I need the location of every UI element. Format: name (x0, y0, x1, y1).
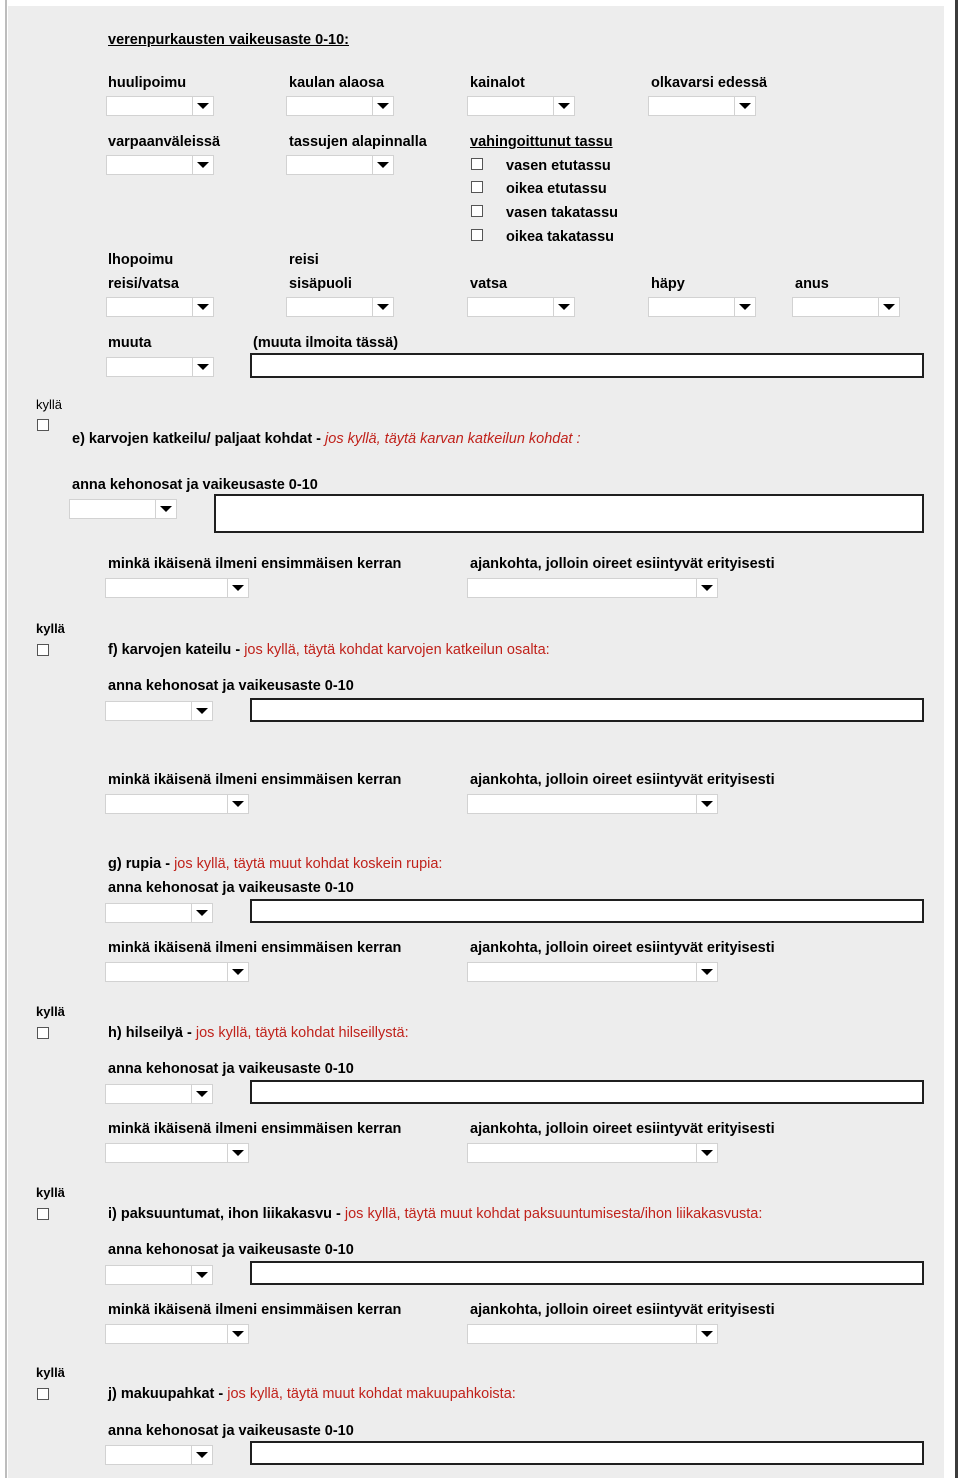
select-vatsa[interactable] (467, 297, 575, 317)
chevron-down-icon (696, 579, 717, 597)
question-i-note: jos kyllä, täytä muut kohdat paksuuntumisesta/ihon liikakasvusta: (344, 1206, 763, 1222)
chevron-down-icon (372, 156, 393, 174)
select-vaikeusaste-f[interactable] (105, 701, 213, 721)
question-h-note: jos kyllä, täytä kohdat hilseillystä: (195, 1025, 409, 1041)
kylla-label-f: kyllä (36, 621, 65, 636)
select-vaikeusaste-i[interactable] (105, 1265, 213, 1285)
muuta-text-input[interactable] (250, 353, 924, 378)
label-ika-f: minkä ikäisenä ilmeni ensimmäisen kerran (108, 772, 402, 788)
checkbox-kylla-j[interactable] (37, 1388, 49, 1400)
chevron-down-icon (227, 1325, 248, 1343)
kylla-label-e: kyllä (36, 397, 63, 412)
question-i (108, 1206, 762, 1223)
label-vasen-takatassu: vasen takatassu (506, 205, 619, 221)
label-kehonosat-g: anna kehonosat ja vaikeusaste 0-10 (108, 880, 354, 896)
chevron-down-icon (227, 1144, 248, 1162)
question-i-label: i) paksuuntumat, ihon liikakasvu - (108, 1206, 341, 1222)
chevron-down-icon (192, 156, 213, 174)
chevron-down-icon (192, 298, 213, 316)
label-vasen-etutassu: vasen etutassu (506, 158, 611, 174)
label-oikea-etutassu: oikea etutassu (506, 181, 607, 197)
select-sisapuoli[interactable] (286, 297, 394, 317)
chevron-down-icon (191, 1266, 212, 1284)
section-title: verenpurkausten vaikeusaste 0-10: (108, 32, 349, 48)
label-ika-g: minkä ikäisenä ilmeni ensimmäisen kerran (108, 940, 402, 956)
chevron-down-icon (191, 702, 212, 720)
select-ika-i[interactable] (105, 1324, 249, 1344)
select-reisi-vatsa[interactable] (106, 297, 214, 317)
label-ika-i: minkä ikäisenä ilmeni ensimmäisen kerran (108, 1302, 402, 1318)
select-ajankohta-i[interactable] (467, 1324, 718, 1344)
question-e (72, 431, 581, 448)
chevron-down-icon (227, 579, 248, 597)
question-j (108, 1386, 516, 1403)
select-anus[interactable] (792, 297, 900, 317)
question-f (108, 642, 550, 659)
label-reisi: reisi (289, 252, 319, 268)
chevron-down-icon (696, 1144, 717, 1162)
question-f-note: jos kyllä, täytä kohdat karvojen katkeilun osalta: (244, 642, 550, 658)
select-tassujen[interactable] (286, 155, 394, 175)
label-ajankohta-e: ajankohta, jolloin oireet esiintyvät erityisesti (470, 556, 775, 572)
chevron-down-icon (192, 358, 213, 376)
label-olkavarsi: olkavarsi edessä (651, 75, 768, 91)
label-tassujen: tassujen alapinnalla (289, 134, 427, 150)
select-olkavarsi[interactable] (648, 96, 756, 116)
question-e-label: e) karvojen katkeilu/ paljaat kohdat - (72, 431, 321, 447)
chevron-down-icon (191, 1085, 212, 1103)
chevron-down-icon (878, 298, 899, 316)
kehonosat-text-input-f[interactable] (250, 698, 924, 722)
label-reisi-vatsa: reisi/vatsa (108, 276, 179, 292)
chevron-down-icon (227, 963, 248, 981)
chevron-down-icon (734, 97, 755, 115)
question-g-note: jos kyllä, täytä muut kohdat koskein rupia: (174, 856, 443, 872)
select-vaikeusaste-g[interactable] (105, 903, 213, 923)
kehonosat-text-input-h[interactable] (250, 1080, 924, 1104)
select-hapy[interactable] (648, 297, 756, 317)
label-oikea-takatassu: oikea takatassu (506, 229, 615, 245)
question-j-note: jos kyllä, täytä muut kohdat makuupahkoista: (227, 1386, 516, 1402)
label-huulipoimu: huulipoimu (108, 75, 187, 91)
checkbox-kylla-f[interactable] (37, 644, 49, 656)
select-vaikeusaste-j[interactable] (105, 1445, 213, 1465)
question-h (108, 1025, 409, 1042)
label-sisapuoli: sisäpuoli (289, 276, 352, 292)
label-kehonosat-f: anna kehonosat ja vaikeusaste 0-10 (108, 678, 354, 694)
label-kehonosat-h: anna kehonosat ja vaikeusaste 0-10 (108, 1061, 354, 1077)
label-ajankohta-i: ajankohta, jolloin oireet esiintyvät erityisesti (470, 1302, 775, 1318)
checkbox-oikea-takatassu[interactable] (471, 229, 483, 241)
label-vahingoittunut-tassu: vahingoittunut tassu (470, 134, 613, 150)
kehonosat-text-input-j[interactable] (250, 1441, 924, 1465)
chevron-down-icon (191, 904, 212, 922)
label-anus: anus (795, 276, 829, 292)
kylla-label-j: kyllä (36, 1365, 65, 1380)
chevron-down-icon (696, 963, 717, 981)
checkbox-vasen-etutassu[interactable] (471, 158, 483, 170)
select-vaikeusaste-h[interactable] (105, 1084, 213, 1104)
left-border (5, 0, 7, 1478)
label-kaulan: kaulan alaosa (289, 75, 385, 91)
label-muuta: muuta (108, 335, 152, 351)
label-varpaan: varpaanväleissä (108, 134, 221, 150)
label-muuta-ilmoita: (muuta ilmoita tässä) (253, 335, 399, 351)
label-hapy: häpy (651, 276, 685, 292)
select-ika-h[interactable] (105, 1143, 249, 1163)
select-ajankohta-e[interactable] (467, 578, 718, 598)
select-muuta[interactable] (106, 357, 214, 377)
question-f-label: f) karvojen kateilu - (108, 642, 241, 658)
kylla-label-h: kyllä (36, 1004, 65, 1019)
select-ajankohta-g[interactable] (467, 962, 718, 982)
chevron-down-icon (734, 298, 755, 316)
select-kainalot[interactable] (467, 96, 575, 116)
label-ika-e: minkä ikäisenä ilmeni ensimmäisen kerran (108, 556, 402, 572)
question-g-label: g) rupia - (108, 856, 171, 872)
kylla-label-i: kyllä (36, 1185, 65, 1200)
chevron-down-icon (696, 795, 717, 813)
select-varpaan[interactable] (106, 155, 214, 175)
label-ajankohta-g: ajankohta, jolloin oireet esiintyvät erityisesti (470, 940, 775, 956)
chevron-down-icon (372, 97, 393, 115)
label-kainalot: kainalot (470, 75, 525, 91)
kehonosat-text-input-g[interactable] (250, 899, 924, 923)
label-ajankohta-h: ajankohta, jolloin oireet esiintyvät erityisesti (470, 1121, 775, 1137)
right-border (955, 0, 958, 1478)
chevron-down-icon (227, 795, 248, 813)
select-ajankohta-f[interactable] (467, 794, 718, 814)
label-kehonosat-i: anna kehonosat ja vaikeusaste 0-10 (108, 1242, 354, 1258)
chevron-down-icon (553, 97, 574, 115)
question-e-note: jos kyllä, täytä karvan katkeilun kohdat : (325, 431, 581, 447)
chevron-down-icon (696, 1325, 717, 1343)
select-ika-e[interactable] (105, 578, 249, 598)
question-j-label: j) makuupahkat - (108, 1386, 224, 1402)
select-ajankohta-h[interactable] (467, 1143, 718, 1163)
kehonosat-text-input-e[interactable] (214, 494, 924, 533)
label-kehonosat-e: anna kehonosat ja vaikeusaste 0-10 (72, 477, 318, 493)
select-ika-g[interactable] (105, 962, 249, 982)
checkbox-kylla-e[interactable] (37, 419, 49, 431)
chevron-down-icon (155, 500, 176, 518)
select-kaulan[interactable] (286, 96, 394, 116)
label-vatsa: vatsa (470, 276, 508, 292)
select-ika-f[interactable] (105, 794, 249, 814)
question-h-label: h) hilseilyä - (108, 1025, 192, 1041)
chevron-down-icon (372, 298, 393, 316)
checkbox-kylla-h[interactable] (37, 1027, 49, 1039)
label-ika-h: minkä ikäisenä ilmeni ensimmäisen kerran (108, 1121, 402, 1137)
label-ajankohta-f: ajankohta, jolloin oireet esiintyvät erityisesti (470, 772, 775, 788)
checkbox-kylla-i[interactable] (37, 1208, 49, 1220)
question-g (108, 856, 442, 873)
chevron-down-icon (553, 298, 574, 316)
chevron-down-icon (191, 1446, 212, 1464)
select-huulipoimu[interactable] (106, 96, 214, 116)
kehonosat-text-input-i[interactable] (250, 1261, 924, 1285)
checkbox-vasen-takatassu[interactable] (471, 205, 483, 217)
label-kehonosat-j: anna kehonosat ja vaikeusaste 0-10 (108, 1423, 354, 1439)
chevron-down-icon (192, 97, 213, 115)
checkbox-oikea-etutassu[interactable] (471, 181, 483, 193)
select-vaikeusaste-e[interactable] (69, 499, 177, 519)
label-lhopoimu: lhopoimu (108, 252, 174, 268)
